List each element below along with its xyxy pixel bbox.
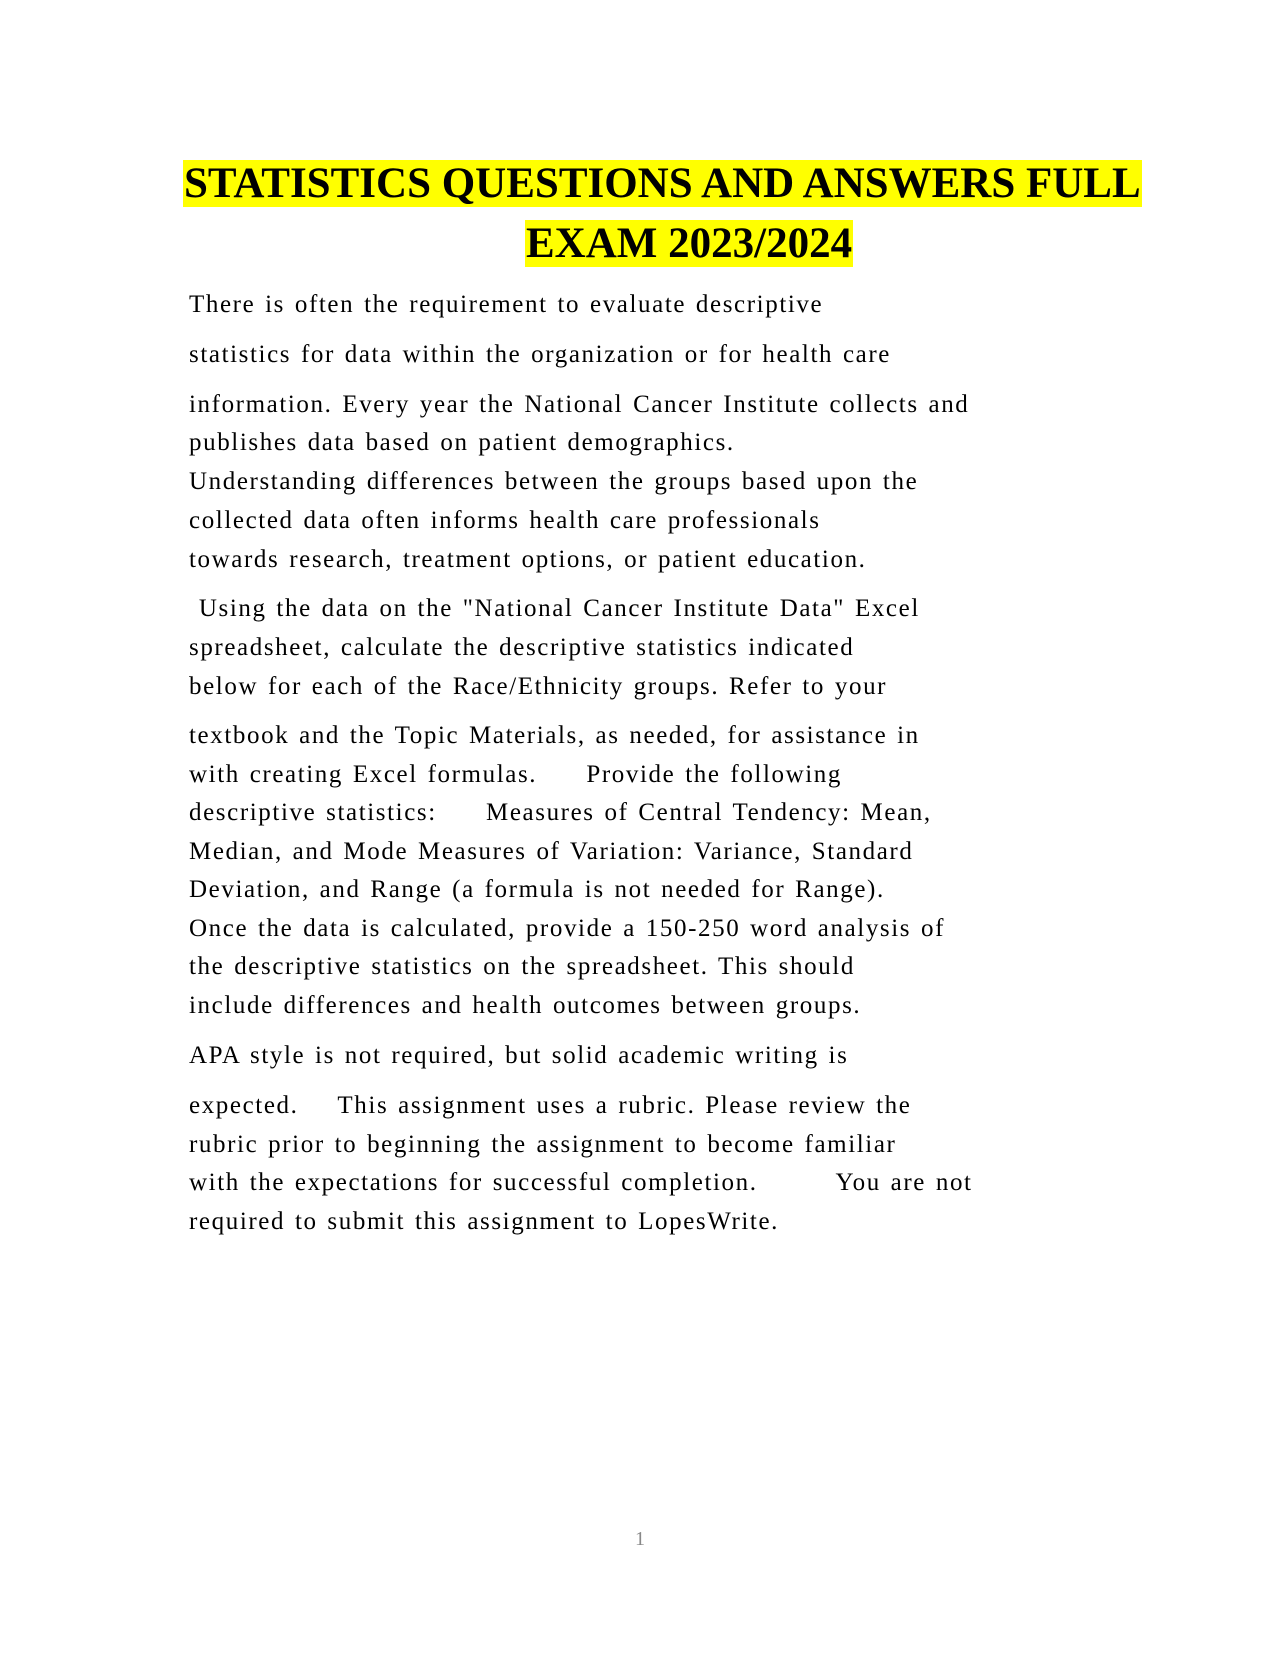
page-number: 1 <box>635 1528 645 1550</box>
body-line: APA style is not required, but solid academic writing is <box>189 1042 849 1069</box>
body-line: Once the data is calculated, provide a 150-250 word analysis of <box>189 915 946 942</box>
body-line: textbook and the Topic Materials, as needed, for assistance in <box>189 722 920 749</box>
body-line: the descriptive statistics on the spreadsheet. This should <box>189 953 855 980</box>
body-line: descriptive statistics: Measures of Central Tendency: Mean, <box>189 799 932 826</box>
body-line: expected. This assignment uses a rubric. Please review the <box>189 1092 912 1119</box>
body-line: with the expectations for successful completion. You are not <box>189 1169 973 1196</box>
body-line: Median, and Mode Measures of Variation: Variance, Standard <box>189 838 914 865</box>
body-line: information. Every year the National Cancer Institute collects and <box>189 391 970 418</box>
body-line: collected data often informs health care professionals <box>189 507 821 534</box>
body-line: There is often the requirement to evaluate descriptive <box>189 291 824 318</box>
body-line: statistics for data within the organization or for health care <box>189 341 891 368</box>
body-line: with creating Excel formulas. Provide the following <box>189 761 843 788</box>
body-line: rubric prior to beginning the assignment to become familiar <box>189 1131 897 1158</box>
body-line: Understanding differences between the groups based upon the <box>189 468 919 495</box>
body-line: below for each of the Race/Ethnicity groups. Refer to your <box>189 673 888 700</box>
body-line: Using the data on the "National Cancer Institute Data" Excel <box>189 595 920 622</box>
body-line: towards research, treatment options, or patient education. <box>189 546 867 573</box>
body-line: include differences and health outcomes between groups. <box>189 992 862 1019</box>
body-line: required to submit this assignment to LopesWrite. <box>189 1208 780 1235</box>
document-title-line-1 <box>183 158 1142 210</box>
body-line: publishes data based on patient demographics. <box>189 429 735 456</box>
body-line: Deviation, and Range (a formula is not needed for Range). <box>189 876 885 903</box>
title-highlight: EXAM 2023/2024 <box>526 220 853 267</box>
document-title-line-2 <box>525 218 853 270</box>
body-line: spreadsheet, calculate the descriptive statistics indicated <box>189 634 855 661</box>
title-highlight: STATISTICS QUESTIONS AND ANSWERS FULL <box>184 160 1141 207</box>
